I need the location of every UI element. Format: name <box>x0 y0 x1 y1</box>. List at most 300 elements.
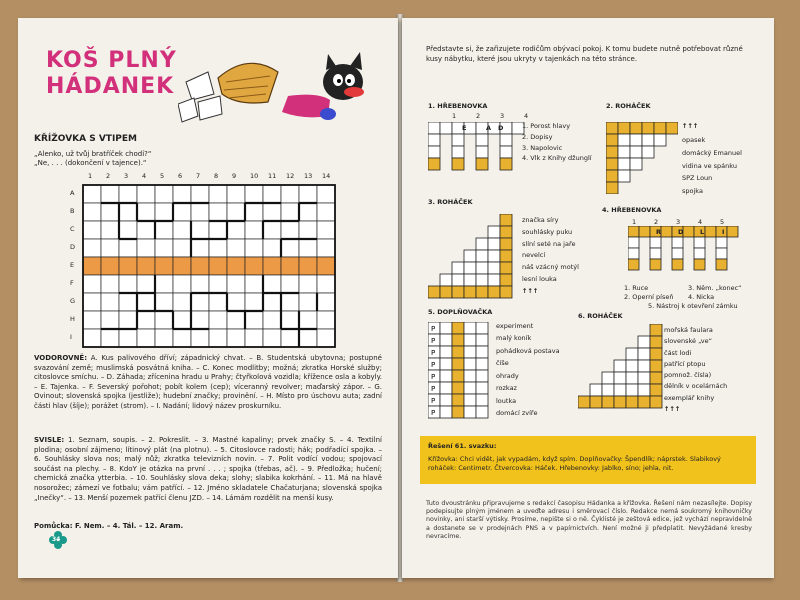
stair-cell[interactable] <box>638 396 650 408</box>
crossword-cell[interactable] <box>173 185 191 203</box>
fill-in-cell[interactable] <box>440 370 452 382</box>
corner-cell[interactable] <box>630 146 642 158</box>
crossword-cell[interactable] <box>83 185 101 203</box>
tajenka-cell[interactable] <box>173 257 191 275</box>
stair-cell[interactable] <box>650 360 662 372</box>
crossword-cell[interactable] <box>263 311 281 329</box>
crossword-cell[interactable] <box>137 239 155 257</box>
crossword-cell[interactable] <box>191 239 209 257</box>
crossword-cell[interactable] <box>155 293 173 311</box>
fill-in-cell[interactable] <box>476 394 488 406</box>
crossword-cell[interactable] <box>83 293 101 311</box>
corner-cell[interactable] <box>606 146 618 158</box>
crossword-cell[interactable] <box>101 311 119 329</box>
comb-tooth-cell[interactable] <box>650 248 661 259</box>
comb-tooth-cell[interactable] <box>694 237 705 248</box>
fill-in-cell[interactable] <box>452 322 464 334</box>
fill-in-cell[interactable] <box>464 406 476 418</box>
comb-tooth-cell[interactable] <box>476 146 488 158</box>
crossword-cell[interactable] <box>155 221 173 239</box>
crossword-cell[interactable] <box>83 203 101 221</box>
crossword-cell[interactable] <box>191 293 209 311</box>
corner-cell[interactable] <box>618 134 630 146</box>
crossword-cell[interactable] <box>173 329 191 347</box>
crossword-cell[interactable] <box>227 311 245 329</box>
stair-cell[interactable] <box>602 396 614 408</box>
fill-in-cell[interactable] <box>440 346 452 358</box>
corner-cell[interactable] <box>642 122 654 134</box>
crossword-cell[interactable] <box>173 311 191 329</box>
comb-tooth-cell[interactable] <box>500 134 512 146</box>
stair-cell[interactable] <box>452 262 464 274</box>
crossword-cell[interactable] <box>245 293 263 311</box>
corner-cell[interactable] <box>618 170 630 182</box>
stair-cell[interactable] <box>614 372 626 384</box>
stair-cell[interactable] <box>476 274 488 286</box>
puzzle2-grid[interactable] <box>606 122 678 194</box>
comb-tooth-cell[interactable] <box>672 237 683 248</box>
tajenka-cell[interactable] <box>101 257 119 275</box>
crossword-cell[interactable] <box>119 185 137 203</box>
left-page <box>18 18 398 578</box>
row-start-letter: P <box>431 385 436 393</box>
column-number: 1 <box>88 172 93 180</box>
crossword-cell[interactable] <box>101 275 119 293</box>
crossword-cell[interactable] <box>281 329 299 347</box>
crossword-cell[interactable] <box>299 293 317 311</box>
crossword-cell[interactable] <box>317 221 335 239</box>
crossword-cell[interactable] <box>83 221 101 239</box>
row-letter: A <box>70 189 75 197</box>
fill-in-cell[interactable] <box>452 394 464 406</box>
crossword-cell[interactable] <box>101 203 119 221</box>
crossword-cell[interactable] <box>263 275 281 293</box>
crossword-cell[interactable] <box>281 275 299 293</box>
crossword-cell[interactable] <box>209 275 227 293</box>
comb-tooth-cell[interactable] <box>500 158 512 170</box>
crossword-cell[interactable] <box>245 185 263 203</box>
crossword-cell[interactable] <box>245 239 263 257</box>
crossword-cell[interactable] <box>317 275 335 293</box>
crossword-cell[interactable] <box>299 185 317 203</box>
fill-in-cell[interactable] <box>440 358 452 370</box>
crossword-cell[interactable] <box>227 203 245 221</box>
stair-cell[interactable] <box>650 324 662 336</box>
fill-in-cell[interactable] <box>440 334 452 346</box>
stair-cell[interactable] <box>626 348 638 360</box>
corner-cell[interactable] <box>606 158 618 170</box>
row-start-letter: P <box>431 397 436 405</box>
tajenka-cell[interactable] <box>155 257 173 275</box>
crossword-cell[interactable] <box>119 221 137 239</box>
stair-cell[interactable] <box>500 286 512 298</box>
crossword-cell[interactable] <box>299 203 317 221</box>
tajenka-cell[interactable] <box>119 257 137 275</box>
stair-cell[interactable] <box>500 250 512 262</box>
fill-in-cell[interactable] <box>440 406 452 418</box>
stair-cell[interactable] <box>626 372 638 384</box>
basket-icon <box>218 63 278 103</box>
stair-cell[interactable] <box>488 286 500 298</box>
corner-cell[interactable] <box>630 158 642 170</box>
stair-cell[interactable] <box>488 238 500 250</box>
crossword-cell[interactable] <box>83 311 101 329</box>
stair-cell[interactable] <box>650 396 662 408</box>
crossword-cell[interactable] <box>173 221 191 239</box>
crossword-cell[interactable] <box>191 329 209 347</box>
corner-cell[interactable] <box>642 146 654 158</box>
corner-cell[interactable] <box>630 134 642 146</box>
crossword-cell[interactable] <box>227 239 245 257</box>
crossword-cell[interactable] <box>155 275 173 293</box>
stair-cell[interactable] <box>500 262 512 274</box>
corner-cell[interactable] <box>606 170 618 182</box>
vertical-label: SVISLE: <box>34 436 65 444</box>
tajenka-cell[interactable] <box>191 257 209 275</box>
crossword-cell[interactable] <box>83 329 101 347</box>
crossword-cell[interactable] <box>299 311 317 329</box>
comb-tooth-cell[interactable] <box>650 259 661 270</box>
stair-cell[interactable] <box>638 384 650 396</box>
fill-in-cell[interactable] <box>476 358 488 370</box>
crossword-cell[interactable] <box>209 221 227 239</box>
crossword-cell[interactable] <box>173 275 191 293</box>
comb-tooth-cell[interactable] <box>672 248 683 259</box>
stair-cell[interactable] <box>452 274 464 286</box>
fill-in-cell[interactable] <box>452 406 464 418</box>
crossword-cell[interactable] <box>281 203 299 221</box>
stair-cell[interactable] <box>578 396 590 408</box>
crossword-cell[interactable] <box>245 203 263 221</box>
crossword-cell[interactable] <box>119 311 137 329</box>
crossword-cell[interactable] <box>281 221 299 239</box>
puzzle6-grid[interactable] <box>578 324 664 410</box>
crossword-cell[interactable] <box>101 185 119 203</box>
column-number: 9 <box>232 172 237 180</box>
crossword-cell[interactable] <box>137 203 155 221</box>
comb-tooth-cell[interactable] <box>500 146 512 158</box>
crossword-cell[interactable] <box>281 293 299 311</box>
stair-cell[interactable] <box>638 372 650 384</box>
crossword-cell[interactable] <box>155 239 173 257</box>
tajenka-cell[interactable] <box>317 257 335 275</box>
fill-in-cell[interactable] <box>464 394 476 406</box>
stair-cell[interactable] <box>476 262 488 274</box>
row-letter: D <box>70 243 76 251</box>
corner-cell[interactable] <box>642 134 654 146</box>
puzzle1-title: 1. HŘEBENOVKA <box>428 102 488 110</box>
corner-cell[interactable] <box>654 134 666 146</box>
crossword-cell[interactable] <box>155 185 173 203</box>
stair-cell[interactable] <box>626 384 638 396</box>
column-number: 13 <box>304 172 313 180</box>
row-letter: I <box>70 333 72 341</box>
stair-cell[interactable] <box>500 274 512 286</box>
crossword-cell[interactable] <box>119 329 137 347</box>
comb-tooth-cell[interactable] <box>694 248 705 259</box>
crossword-cell[interactable] <box>83 275 101 293</box>
crossword-cell[interactable] <box>137 311 155 329</box>
stair-cell[interactable] <box>650 336 662 348</box>
crossword-cell[interactable] <box>209 203 227 221</box>
tajenka-cell[interactable] <box>263 257 281 275</box>
tajenka-cell[interactable] <box>227 257 245 275</box>
stair-cell[interactable] <box>590 396 602 408</box>
crossword-cell[interactable] <box>137 185 155 203</box>
stair-cell[interactable] <box>626 360 638 372</box>
corner-cell[interactable] <box>618 158 630 170</box>
stair-cell[interactable] <box>488 262 500 274</box>
stair-cell[interactable] <box>602 372 614 384</box>
row-letter: G <box>70 297 76 305</box>
crossword-cell[interactable] <box>137 221 155 239</box>
stair-cell[interactable] <box>626 396 638 408</box>
quote-line-1: „Alenko, už tvůj bratříček chodí?“ <box>34 150 152 158</box>
fill-in-cell[interactable] <box>464 334 476 346</box>
puzzle5-title: 5. DOPLŇOVAČKA <box>428 308 493 316</box>
tajenka-cell[interactable] <box>137 257 155 275</box>
comb-tooth-cell[interactable] <box>452 146 464 158</box>
crossword-cell[interactable] <box>119 275 137 293</box>
stair-cell[interactable] <box>614 384 626 396</box>
fill-in-cell[interactable] <box>440 394 452 406</box>
crossword-cell[interactable] <box>137 329 155 347</box>
crossword-cell[interactable] <box>299 275 317 293</box>
stair-cell[interactable] <box>464 250 476 262</box>
crossword-cell[interactable] <box>173 239 191 257</box>
puzzle5-grid[interactable] <box>428 322 490 424</box>
comb-tooth-cell[interactable] <box>476 158 488 170</box>
crossword-cell[interactable] <box>173 203 191 221</box>
crossword-cell[interactable] <box>263 221 281 239</box>
crossword-cell[interactable] <box>281 311 299 329</box>
fill-in-cell[interactable] <box>464 322 476 334</box>
crossword-cell[interactable] <box>317 311 335 329</box>
crossword-cell[interactable] <box>317 239 335 257</box>
tajenka-cell[interactable] <box>299 257 317 275</box>
fill-in-cell[interactable] <box>476 346 488 358</box>
crossword-grid[interactable] <box>82 184 336 348</box>
tajenka-cell[interactable] <box>209 257 227 275</box>
comb-tooth-cell[interactable] <box>650 237 661 248</box>
crossword-cell[interactable] <box>155 203 173 221</box>
corner-cell[interactable] <box>606 134 618 146</box>
stair-cell[interactable] <box>488 226 500 238</box>
fill-in-cell[interactable] <box>464 370 476 382</box>
crossword-cell[interactable] <box>281 185 299 203</box>
stair-cell[interactable] <box>500 214 512 226</box>
comb-tooth-cell[interactable] <box>428 146 440 158</box>
corner-cell[interactable] <box>618 146 630 158</box>
quote-line-2: „Ne, . . . (dokončení v tajence).“ <box>34 159 147 167</box>
crossword-cell[interactable] <box>317 203 335 221</box>
crossword-cell[interactable] <box>137 293 155 311</box>
stair-cell[interactable] <box>650 372 662 384</box>
fill-in-cell[interactable] <box>452 370 464 382</box>
puzzle3-clues: značka síry souhlásky puku slíní seté na jaře nevelcí náš vzácný motýl lesní louka ↑↑↑ <box>522 216 579 295</box>
crossword-cell[interactable] <box>263 203 281 221</box>
corner-cell[interactable] <box>654 122 666 134</box>
crossword-cell[interactable] <box>101 293 119 311</box>
crossword-cell[interactable] <box>299 239 317 257</box>
puzzle3-grid[interactable] <box>428 214 514 300</box>
tajenka-cell[interactable] <box>83 257 101 275</box>
comb-tooth-cell[interactable] <box>694 259 705 270</box>
comb-tooth-cell[interactable] <box>476 134 488 146</box>
crossword-cell[interactable] <box>209 329 227 347</box>
fill-in-cell[interactable] <box>476 322 488 334</box>
fill-in-cell[interactable] <box>452 382 464 394</box>
corner-cell[interactable] <box>618 122 630 134</box>
row-letter: B <box>70 207 75 215</box>
crossword-cell[interactable] <box>101 221 119 239</box>
puzzle4-clues-right: 3. Něm. „konec“ 4. Nicka <box>688 284 742 301</box>
column-number: 4 <box>142 172 147 180</box>
comb-tooth-cell[interactable] <box>716 248 727 259</box>
fill-in-cell[interactable] <box>452 334 464 346</box>
stair-cell[interactable] <box>602 384 614 396</box>
page-number: 34 <box>52 536 61 543</box>
crossword-cell[interactable] <box>263 293 281 311</box>
cat-icon <box>282 52 364 120</box>
title-line-1: KOŠ PLNÝ <box>46 48 177 73</box>
crossword-cell[interactable] <box>317 293 335 311</box>
fill-in-cell[interactable] <box>464 346 476 358</box>
crossword-cell[interactable] <box>227 293 245 311</box>
corner-cell[interactable] <box>630 122 642 134</box>
row-start-letter: P <box>431 349 436 357</box>
crossword-row-letters <box>70 184 80 346</box>
stair-cell[interactable] <box>464 286 476 298</box>
crossword-cell[interactable] <box>317 329 335 347</box>
stair-cell[interactable] <box>590 384 602 396</box>
crossword-cell[interactable] <box>155 311 173 329</box>
stair-cell[interactable] <box>464 262 476 274</box>
crossword-cell[interactable] <box>227 275 245 293</box>
stair-cell[interactable] <box>500 238 512 250</box>
crossword-cell[interactable] <box>227 221 245 239</box>
corner-cell[interactable] <box>666 122 678 134</box>
tajenka-cell[interactable] <box>245 257 263 275</box>
fill-in-cell[interactable] <box>476 370 488 382</box>
stair-cell[interactable] <box>452 286 464 298</box>
comb-tooth-cell[interactable] <box>452 158 464 170</box>
comb-tooth-cell[interactable] <box>428 158 440 170</box>
stair-cell[interactable] <box>614 396 626 408</box>
comb-tooth-cell[interactable] <box>628 248 639 259</box>
crossword-cell[interactable] <box>263 239 281 257</box>
crossword-cell[interactable] <box>263 329 281 347</box>
crossword-cell[interactable] <box>155 329 173 347</box>
fill-in-cell[interactable] <box>440 322 452 334</box>
crossword-cell[interactable] <box>227 329 245 347</box>
row-letter: H <box>70 315 75 323</box>
stair-cell[interactable] <box>440 274 452 286</box>
crossword-cell[interactable] <box>263 185 281 203</box>
puzzle1-clues: 1. Porost hlavy 2. Dopisy 3. Napolovic 4. Vlk z Knihy džunglí <box>522 122 592 163</box>
stair-cell[interactable] <box>638 360 650 372</box>
crossword-cell[interactable] <box>209 239 227 257</box>
comb-tooth-cell[interactable] <box>672 259 683 270</box>
crossword-cell[interactable] <box>209 293 227 311</box>
crossword-cell[interactable] <box>191 185 209 203</box>
stair-cell[interactable] <box>488 274 500 286</box>
comb-tooth-cell[interactable] <box>452 134 464 146</box>
stair-cell[interactable] <box>650 348 662 360</box>
stair-cell[interactable] <box>440 286 452 298</box>
stair-cell[interactable] <box>476 286 488 298</box>
crossword-cell[interactable] <box>191 311 209 329</box>
comb-tooth-cell[interactable] <box>428 134 440 146</box>
column-number: 12 <box>286 172 295 180</box>
fill-in-cell[interactable] <box>440 382 452 394</box>
crossword-cell[interactable] <box>245 329 263 347</box>
stair-cell[interactable] <box>614 360 626 372</box>
crossword-cell[interactable] <box>191 203 209 221</box>
tajenka-cell[interactable] <box>281 257 299 275</box>
column-number: 8 <box>214 172 219 180</box>
comb-tooth-cell[interactable] <box>628 259 639 270</box>
stair-cell[interactable] <box>488 250 500 262</box>
fill-in-cell[interactable] <box>452 358 464 370</box>
crossword-cell[interactable] <box>119 239 137 257</box>
fill-in-cell[interactable] <box>464 382 476 394</box>
stair-cell[interactable] <box>500 226 512 238</box>
crossword-cell[interactable] <box>137 275 155 293</box>
stair-cell[interactable] <box>650 384 662 396</box>
fill-in-cell[interactable] <box>476 334 488 346</box>
crossword-cell[interactable] <box>245 311 263 329</box>
stair-cell[interactable] <box>476 238 488 250</box>
crossword-cell[interactable] <box>191 221 209 239</box>
stair-cell[interactable] <box>638 336 650 348</box>
crossword-cell[interactable] <box>245 275 263 293</box>
comb-tooth-cell[interactable] <box>628 237 639 248</box>
fill-in-cell[interactable] <box>464 358 476 370</box>
crossword-cell[interactable] <box>299 221 317 239</box>
stair-cell[interactable] <box>464 274 476 286</box>
fill-in-cell[interactable] <box>452 346 464 358</box>
column-number: 10 <box>250 172 259 180</box>
fill-in-cell[interactable] <box>476 406 488 418</box>
crossword-cell[interactable] <box>317 185 335 203</box>
corner-cell[interactable] <box>606 122 618 134</box>
crossword-cell[interactable] <box>209 311 227 329</box>
corner-cell[interactable] <box>606 182 618 194</box>
crossword-cell[interactable] <box>119 293 137 311</box>
crossword-cell[interactable] <box>299 329 317 347</box>
stair-cell[interactable] <box>638 348 650 360</box>
crossword-cell[interactable] <box>173 293 191 311</box>
crossword-cell[interactable] <box>281 239 299 257</box>
crossword-cell[interactable] <box>191 275 209 293</box>
vertical-clues: 1. Seznam, soupis. – 2. Pokreslit. – 3. Mastné kapaliny; prvek značky S. – 4. Textilní plodina; osobní zájmeno; lítinový plát (na plotnu). – 5. Citoslovce radosti; hák; podřadící spojka. – 6. Souhlásky slova nos; malý nůž; zkratka televizních novin. – 7. Polit vodící vodou; spojovací součást na plechy. – 8. KdoY je otázka na první . . . ; spojka (třebas, ač). – 9. Předložka; hučení; chemická značka ytterbia. – 10. Souhlásky slova deka; slohy; slabika kokrhání. – 11. Má na hlavě nosorožec; zámezí ve fotbalu; vám patřící. – 12. Jméno skladatele Chačaturjana; slovenská spojka „Inečky“. – 13. Menší pozemek patřící členu JZD. – 14. Lámám rozdělit na menší kusy. <box>34 436 382 502</box>
clues-horizontal <box>34 354 382 412</box>
crossword-cell[interactable] <box>209 185 227 203</box>
crossword-cell[interactable] <box>83 239 101 257</box>
crossword-cell[interactable] <box>245 221 263 239</box>
crossword-cell[interactable] <box>101 239 119 257</box>
comb-tooth-cell[interactable] <box>716 237 727 248</box>
papers-icon <box>178 72 222 122</box>
crossword-cell[interactable] <box>227 185 245 203</box>
crossword-cell[interactable] <box>119 203 137 221</box>
comb-tooth-cell[interactable] <box>716 259 727 270</box>
stair-cell[interactable] <box>476 250 488 262</box>
stair-cell[interactable] <box>428 286 440 298</box>
crossword-cell[interactable] <box>101 329 119 347</box>
fill-in-cell[interactable] <box>476 382 488 394</box>
